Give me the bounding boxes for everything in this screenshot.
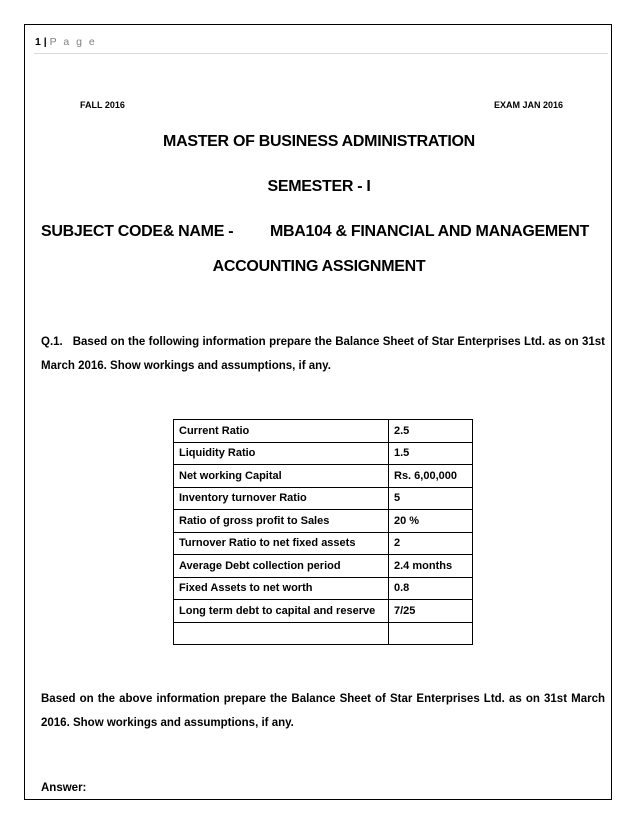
page-label: P a g e [49,36,97,48]
ratios-table [173,419,473,645]
table-row [174,510,473,533]
ratio-value-cell: 0.8 [389,577,473,600]
table-row [174,555,473,578]
semester-title: SEMESTER - I [267,178,371,195]
table-row [174,622,473,645]
subject-value: MBA104 & FINANCIAL AND MANAGEMENT [270,223,589,240]
ratio-name-cell: Fixed Assets to net worth [174,577,389,600]
term-label: FALL 2016 [80,100,125,110]
ratio-value-cell: 2.4 months [389,555,473,578]
ratio-value-cell: 1.5 [389,442,473,465]
program-title: MASTER OF BUSINESS ADMINISTRATION [163,133,475,150]
followup-paragraph: Based on the above information prepare the Balance Sheet of Star Enterprises Ltd. as on 31st March 2016. Show workings and assumptions, if any. [41,693,605,729]
question-paragraph [41,330,605,378]
ratio-value-cell: 7/25 [389,600,473,623]
ratio-name-cell: Average Debt collection period [174,555,389,578]
ratio-name-cell: Inventory turnover Ratio [174,487,389,510]
table-row [174,420,473,443]
ratio-value-cell: 20 % [389,510,473,533]
subject-label: SUBJECT CODE& NAME - [41,223,234,240]
ratio-name-cell: Turnover Ratio to net fixed assets [174,532,389,555]
ratio-value-cell [389,622,473,645]
ratio-name-cell: Long term debt to capital and reserve [174,600,389,623]
table-row [174,442,473,465]
ratio-value-cell: Rs. 6,00,000 [389,465,473,488]
question-text: Based on the following information prepare the Balance Sheet of Star Enterprises Ltd. as on 31st March 2016. Show workings and assumptions, if any. [41,336,605,372]
answer-label: Answer: [41,782,87,794]
ratio-value-cell: 2.5 [389,420,473,443]
table-row [174,577,473,600]
ratio-value-cell: 5 [389,487,473,510]
ratio-name-cell [174,622,389,645]
table-row [174,465,473,488]
table-row [174,532,473,555]
page-separator: | [43,36,47,48]
ratio-name-cell: Net working Capital [174,465,389,488]
question-number: Q.1. [41,336,63,348]
page-header [35,36,97,48]
header-divider [34,53,608,54]
exam-label: EXAM JAN 2016 [494,100,564,110]
subject-value-line2: ACCOUNTING ASSIGNMENT [212,258,426,275]
page-number: 1 [35,36,41,48]
ratio-name-cell: Ratio of gross profit to Sales [174,510,389,533]
table-row [174,487,473,510]
ratio-name-cell: Current Ratio [174,420,389,443]
ratio-name-cell: Liquidity Ratio [174,442,389,465]
ratio-value-cell: 2 [389,532,473,555]
table-row [174,600,473,623]
